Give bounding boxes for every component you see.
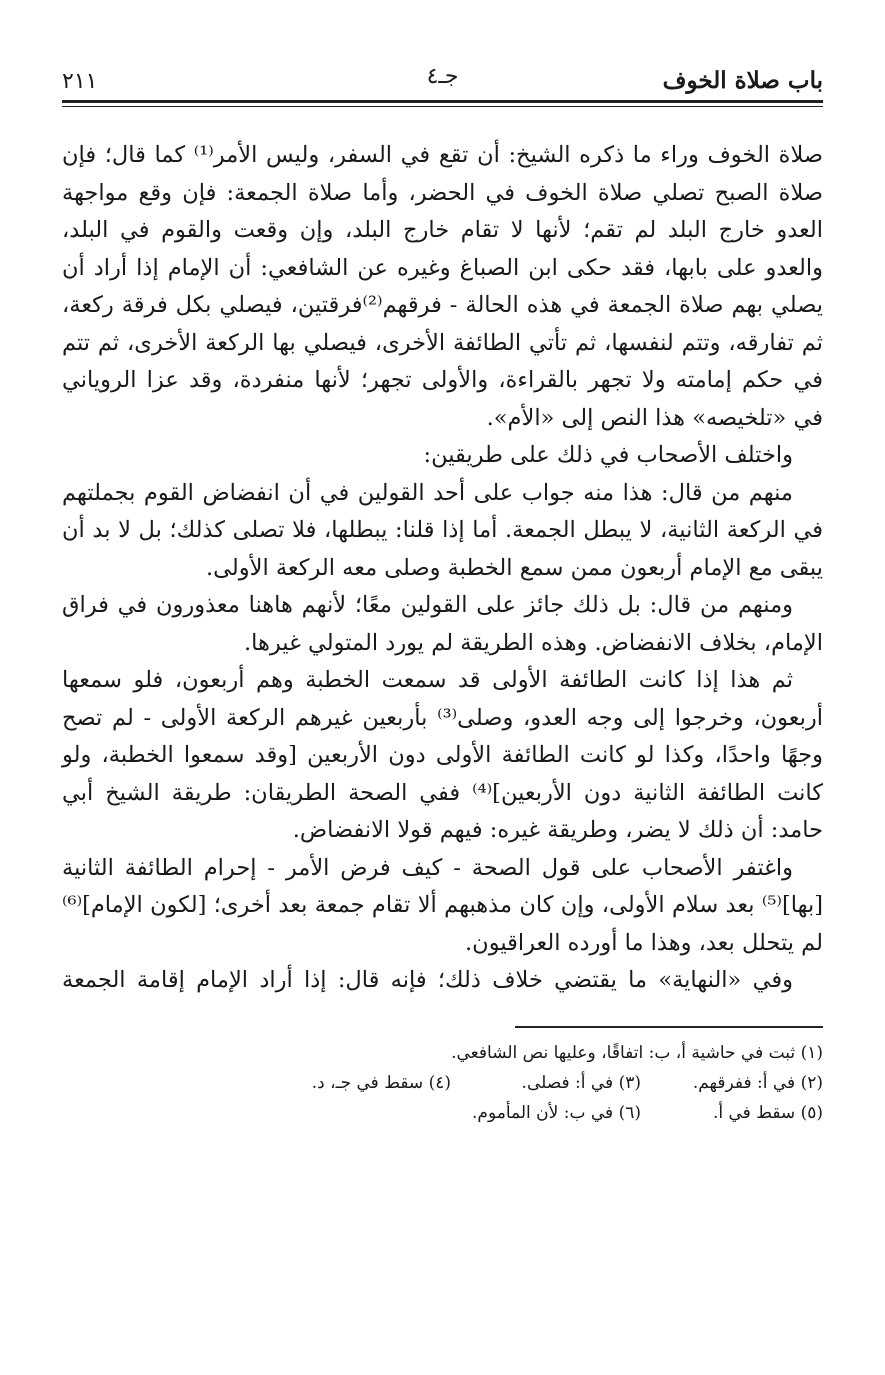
paragraph: ثم هذا إذا كانت الطائفة الأولى قد سمعت الخطبة وهم أربعون، فلو سمعها أربعون، وخرجوا إلى وجه العدو، وصلى⁽³⁾ بأربعين غيرهم الركعة الأولى - لم تصح وجهًا واحدًا، وكذا لو كانت الطائفة الأولى دون الأربعين [وقد سمعوا الخطبة، ولو كانت الطائفة الثانية دون الأربعين]⁽⁴⁾ ففي الصحة الطريقان: طريقة الشيخ أبي حامد: أن ذلك لا يضر، وطريقة غيره: فيهم قولا الانفضاض.: [62, 667, 824, 843]
footnote-row: [62, 1038, 823, 1068]
volume-label: جـ٤: [426, 64, 459, 89]
footnotes: [62, 1038, 823, 1128]
page-number: ٢١١: [62, 69, 98, 94]
paragraph: واختلف الأصحاب في ذلك على طريقين:: [423, 442, 793, 468]
footnote: (٤) سقط في جـ، د.: [311, 1072, 451, 1093]
footnote-row: [62, 1068, 823, 1098]
paragraph: ومنهم من قال: بل ذلك جائز على القولين معًا؛ لأنهم هاهنا معذورون في فراق الإمام، بخلاف الانفضاض. وهذه الطريقة لم يورد المتولي غيرها.: [62, 592, 823, 656]
footnote-row: [62, 1098, 823, 1128]
footnote: (٥) سقط في أ.: [712, 1102, 823, 1123]
paragraph: صلاة الخوف وراء ما ذكره الشيخ: أن تقع في السفر، وليس الأمر⁽¹⁾ كما قال؛ فإن صلاة الصبح تصلي صلاة الخوف في الحضر، وأما صلاة الجمعة: فإن وقع مواجهة العدو خارج البلد لم تقم؛ لأنها لا تقام خارج البلد، وإن وقعت والقوم في البلد، والعدو على بابها، فقد حكى ابن الصباغ وغيره عن الشافعي: أن الإمام إذا أراد أن يصلي بهم صلاة الجمعة في هذه الحالة - فرقهم⁽²⁾فرقتين، فيصلي بكل فرقة ركعة، ثم تفارقه، وتتم لنفسها، ثم تأتي الطائفة الأخرى، فيصلي بها الركعة الأخرى، ثم تتم في حكم إمامته ولا تجهر بالقراءة، والأولى تجهر؛ لأنها منفردة، وقد عزا الروياني في «تلخيصه» هذا النص إلى «الأم».: [62, 142, 823, 431]
page-header: [62, 56, 823, 94]
footnote-rule: [515, 1026, 823, 1028]
running-title: باب صلاة الخوف: [662, 67, 823, 94]
footnote: (١) ثبت في حاشية أ، ب: اتفاقًا، وعليها نص الشافعي.: [451, 1042, 823, 1063]
footnote: (٦) في ب: لأن المأموم.: [472, 1102, 641, 1123]
main-text: [62, 137, 823, 1000]
footnote: (٣) في أ: فصلى.: [521, 1072, 641, 1093]
paragraph: وفي «النهاية» ما يقتضي خلاف ذلك؛ فإنه قال: إذا أراد الإمام إقامة الجمعة: [62, 967, 793, 993]
header-rule: [62, 100, 823, 107]
paragraph: واغتفر الأصحاب على قول الصحة - كيف فرض الأمر - إحرام الطائفة الثانية [بها]⁽⁵⁾ بعد سلام الأولى، وإن كان مذهبهم ألا تقام جمعة بعد أخرى؛ [لكون الإمام]⁽⁶⁾ لم يتحلل بعد، وهذا ما أورده العراقيون.: [62, 854, 823, 956]
paragraph: منهم من قال: هذا منه جواب على أحد القولين في أن انفضاض القوم بجملتهم في الركعة الثانية، لا يبطل الجمعة. أما إذا قلنا: يبطلها، فلا تصلى كذلك؛ بل لا بد أن يبقى مع الإمام أربعون ممن سمع الخطبة وصلى معه الركعة الأولى.: [62, 479, 823, 581]
footnote: (٢) في أ: ففرقهم.: [692, 1072, 823, 1093]
